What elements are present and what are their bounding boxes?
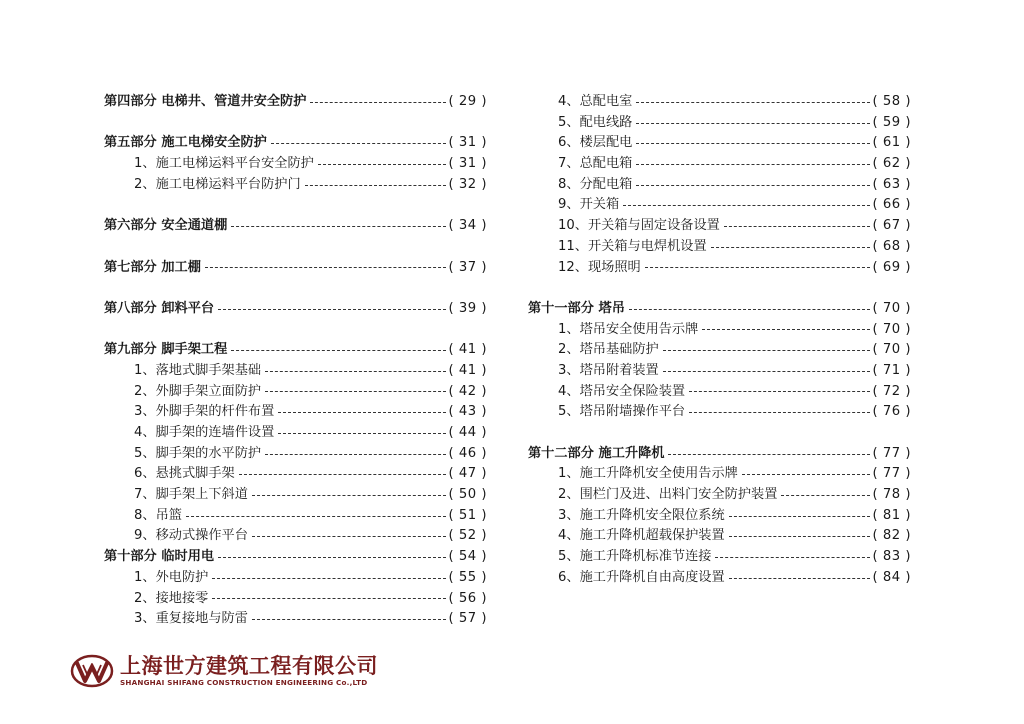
toc-page-number: ( 52 ) xyxy=(448,528,487,544)
toc-leader-line xyxy=(231,350,445,351)
toc-page-number: ( 34 ) xyxy=(448,218,487,234)
toc-leader-line xyxy=(689,391,869,392)
toc-entry-title: 第九部分 脚手架工程 xyxy=(104,342,228,358)
toc-page-number: ( 77 ) xyxy=(872,445,911,461)
toc-leader-line xyxy=(729,536,870,537)
toc-page-number: ( 82 ) xyxy=(872,528,911,544)
toc-entry-title: 1、施工电梯运料平台安全防护 xyxy=(134,156,314,172)
toc-entry xyxy=(528,237,911,258)
toc-entry xyxy=(104,568,487,589)
toc-entry xyxy=(528,402,911,423)
company-name-cn: 上海世方建筑工程有限公司 xyxy=(120,654,378,678)
toc-page-number: ( 70 ) xyxy=(872,300,911,316)
toc-entry-title: 1、落地式脚手架基础 xyxy=(134,362,262,378)
toc-leader-line xyxy=(663,350,870,351)
toc-page-number: ( 62 ) xyxy=(872,156,911,172)
toc-leader-line xyxy=(711,247,870,248)
toc-entry xyxy=(528,133,911,154)
toc-page-number: ( 44 ) xyxy=(448,425,487,440)
toc-entry-title: 7、脚手架上下斜道 xyxy=(134,487,248,503)
toc-section-heading xyxy=(104,340,487,361)
toc-page-number: ( 63 ) xyxy=(872,176,911,192)
toc-entry-title: 5、脚手架的水平防护 xyxy=(134,445,262,461)
toc-page-number: ( 70 ) xyxy=(872,321,911,337)
company-name-en: SHANGHAI SHIFANG CONSTRUCTION ENGINEERING Co.,LTD xyxy=(120,678,368,687)
toc-entry-title: 6、楼层配电 xyxy=(558,135,633,151)
toc-page-number: ( 58 ) xyxy=(872,94,911,109)
toc-entry-title: 6、施工升降机自由高度设置 xyxy=(558,569,725,585)
toc-leader-line xyxy=(629,309,870,310)
toc-page-number: ( 56 ) xyxy=(448,590,487,606)
toc-entry-title: 9、移动式操作平台 xyxy=(134,528,248,544)
toc-entry xyxy=(104,402,487,423)
toc-leader-line xyxy=(742,474,870,475)
toc-entry xyxy=(528,547,911,568)
company-logo-icon xyxy=(70,654,114,688)
toc-leader-line xyxy=(781,495,869,496)
toc-section-heading xyxy=(104,547,487,568)
toc-leader-line xyxy=(278,412,445,413)
toc-leader-line xyxy=(212,598,445,599)
toc-column-right xyxy=(528,92,911,589)
toc-entry-title: 第八部分 卸料平台 xyxy=(104,300,215,316)
toc-entry xyxy=(104,464,487,485)
toc-entry-title: 3、重复接地与防雷 xyxy=(134,611,248,627)
toc-page-number: ( 43 ) xyxy=(448,404,487,420)
toc-leader-line xyxy=(636,143,869,144)
toc-entry-title: 8、吊篮 xyxy=(134,507,182,523)
toc-page-number: ( 81 ) xyxy=(872,507,911,523)
toc-section-heading xyxy=(104,216,487,237)
toc-entry-title: 10、开关箱与固定设备设置 xyxy=(558,218,720,234)
toc-entry xyxy=(104,609,487,630)
toc-page-number: ( 67 ) xyxy=(872,218,911,234)
toc-entry-title: 5、塔吊附墙操作平台 xyxy=(558,404,686,420)
toc-entry-title: 第五部分 施工电梯安全防护 xyxy=(104,135,267,151)
toc-entry-title: 1、外电防护 xyxy=(134,569,209,585)
toc-leader-line xyxy=(724,226,870,227)
toc-leader-line xyxy=(218,309,445,310)
toc-page-number: ( 77 ) xyxy=(872,466,911,482)
toc-page-number: ( 41 ) xyxy=(448,362,487,378)
toc-entry-title: 6、悬挑式脚手架 xyxy=(134,466,235,482)
toc-entry-title: 第十部分 临时用电 xyxy=(104,549,215,565)
toc-entry-title: 11、开关箱与电焊机设置 xyxy=(558,238,707,254)
toc-section-heading xyxy=(528,444,911,465)
toc-leader-line xyxy=(689,412,869,413)
toc-page-number: ( 29 ) xyxy=(448,94,487,109)
toc-entry-title: 3、塔吊附着装置 xyxy=(558,362,659,378)
toc-page-number: ( 69 ) xyxy=(872,259,911,275)
toc-entry-title: 4、脚手架的连墙件设置 xyxy=(134,425,275,440)
toc-page-number: ( 57 ) xyxy=(448,611,487,627)
toc-page-number: ( 31 ) xyxy=(448,135,487,151)
toc-entry-title: 4、施工升降机超载保护装置 xyxy=(558,528,725,544)
toc-entry xyxy=(528,195,911,216)
toc-leader-line xyxy=(271,143,446,144)
toc-leader-line xyxy=(265,454,445,455)
toc-entry xyxy=(104,154,487,175)
toc-entry-title: 8、分配电箱 xyxy=(558,176,633,192)
toc-leader-line xyxy=(212,578,445,579)
toc-entry-title: 2、塔吊基础防护 xyxy=(558,342,659,358)
toc-entry xyxy=(104,485,487,506)
toc-leader-line xyxy=(623,205,869,206)
toc-leader-line xyxy=(186,516,446,517)
toc-page-number: ( 84 ) xyxy=(872,569,911,585)
toc-leader-line xyxy=(668,454,869,455)
toc-leader-line xyxy=(252,619,446,620)
toc-column-left xyxy=(104,92,487,630)
toc-leader-line xyxy=(318,164,446,165)
toc-page-number: ( 55 ) xyxy=(448,569,487,585)
toc-page-number: ( 68 ) xyxy=(872,238,911,254)
toc-entry xyxy=(528,216,911,237)
toc-entry-title: 5、配电线路 xyxy=(558,114,633,130)
toc-leader-line xyxy=(265,371,445,372)
toc-section-heading xyxy=(104,133,487,154)
toc-entry xyxy=(104,361,487,382)
toc-entry-title: 7、总配电箱 xyxy=(558,156,633,172)
toc-page-number: ( 71 ) xyxy=(872,362,911,378)
toc-page-number: ( 59 ) xyxy=(872,114,911,130)
toc-entry-title: 第六部分 安全通道棚 xyxy=(104,218,228,234)
toc-leader-line xyxy=(265,391,445,392)
toc-section-heading xyxy=(528,299,911,320)
toc-page-number: ( 50 ) xyxy=(448,487,487,503)
toc-page-number: ( 78 ) xyxy=(872,487,911,503)
toc-page-number: ( 32 ) xyxy=(448,176,487,192)
toc-leader-line xyxy=(239,474,446,475)
toc-page-number: ( 76 ) xyxy=(872,404,911,420)
toc-entry-title: 4、塔吊安全保险装置 xyxy=(558,383,686,399)
toc-entry xyxy=(528,154,911,175)
toc-entry xyxy=(104,506,487,527)
toc-page-number: ( 51 ) xyxy=(448,507,487,523)
toc-entry xyxy=(528,258,911,279)
toc-entry xyxy=(528,340,911,361)
toc-entry xyxy=(104,526,487,547)
toc-leader-line xyxy=(715,557,869,558)
toc-entry-title: 9、开关箱 xyxy=(558,197,620,213)
toc-entry-title: 第七部分 加工棚 xyxy=(104,259,201,275)
toc-leader-line xyxy=(305,185,446,186)
toc-entry-title: 4、总配电室 xyxy=(558,94,633,109)
toc-entry-title: 2、外脚手架立面防护 xyxy=(134,383,262,399)
toc-leader-line xyxy=(729,578,870,579)
toc-entry xyxy=(104,444,487,465)
toc-entry-title: 2、施工电梯运料平台防护门 xyxy=(134,176,301,192)
toc-entry xyxy=(528,568,911,589)
toc-page-number: ( 37 ) xyxy=(448,259,487,275)
toc-leader-line xyxy=(636,123,869,124)
toc-leader-line xyxy=(636,164,869,165)
toc-entry-title: 第十二部分 施工升降机 xyxy=(528,445,665,461)
toc-entry xyxy=(528,113,911,134)
toc-page-number: ( 70 ) xyxy=(872,342,911,358)
toc-page-number: ( 39 ) xyxy=(448,300,487,316)
toc-leader-line xyxy=(278,433,445,434)
toc-entry xyxy=(528,506,911,527)
toc-entry xyxy=(528,361,911,382)
toc-leader-line xyxy=(702,329,869,330)
toc-leader-line xyxy=(252,495,446,496)
toc-entry-title: 第十一部分 塔吊 xyxy=(528,300,625,316)
toc-leader-line xyxy=(663,371,870,372)
toc-leader-line xyxy=(205,267,446,268)
toc-page-number: ( 54 ) xyxy=(448,549,487,565)
toc-entry-title: 第四部分 电梯井、管道井安全防护 xyxy=(104,94,307,109)
toc-entry-title: 1、施工升降机安全使用告示牌 xyxy=(558,466,738,482)
toc-page-number: ( 42 ) xyxy=(448,383,487,399)
toc-section-heading xyxy=(104,299,487,320)
toc-entry-title: 1、塔吊安全使用告示牌 xyxy=(558,321,699,337)
company-brand xyxy=(120,654,378,688)
toc-entry xyxy=(528,175,911,196)
toc-leader-line xyxy=(231,226,445,227)
toc-leader-line xyxy=(636,185,869,186)
toc-page-number: ( 46 ) xyxy=(448,445,487,461)
toc-leader-line xyxy=(310,102,445,103)
toc-page-number: ( 72 ) xyxy=(872,383,911,399)
toc-entry-title: 3、施工升降机安全限位系统 xyxy=(558,507,725,523)
toc-leader-line xyxy=(252,536,446,537)
toc-section-heading xyxy=(104,92,487,113)
toc-entry xyxy=(528,485,911,506)
toc-leader-line xyxy=(218,557,445,558)
toc-leader-line xyxy=(636,102,869,103)
toc-entry xyxy=(104,423,487,444)
toc-page-number: ( 66 ) xyxy=(872,197,911,213)
toc-leader-line xyxy=(645,267,870,268)
toc-section-heading xyxy=(104,258,487,279)
toc-page-number: ( 61 ) xyxy=(872,135,911,151)
toc-entry-title: 12、现场照明 xyxy=(558,259,641,275)
toc-entry-title: 3、外脚手架的杆件布置 xyxy=(134,404,275,420)
toc-page-number: ( 83 ) xyxy=(872,549,911,565)
toc-entry-title: 2、接地接零 xyxy=(134,590,209,606)
toc-page-number: ( 47 ) xyxy=(448,466,487,482)
toc-entry xyxy=(528,526,911,547)
toc-entry xyxy=(528,464,911,485)
toc-page-number: ( 31 ) xyxy=(448,156,487,172)
toc-entry xyxy=(528,382,911,403)
toc-entry xyxy=(528,92,911,113)
toc-entry-title: 2、围栏门及进、出料门安全防护装置 xyxy=(558,487,778,503)
toc-leader-line xyxy=(729,516,870,517)
footer xyxy=(70,654,378,688)
toc-entry-title: 5、施工升降机标准节连接 xyxy=(558,549,712,565)
toc-entry xyxy=(104,175,487,196)
toc-entry xyxy=(528,320,911,341)
toc-page-number: ( 41 ) xyxy=(448,342,487,358)
toc-entry xyxy=(104,589,487,610)
toc-entry xyxy=(104,382,487,403)
